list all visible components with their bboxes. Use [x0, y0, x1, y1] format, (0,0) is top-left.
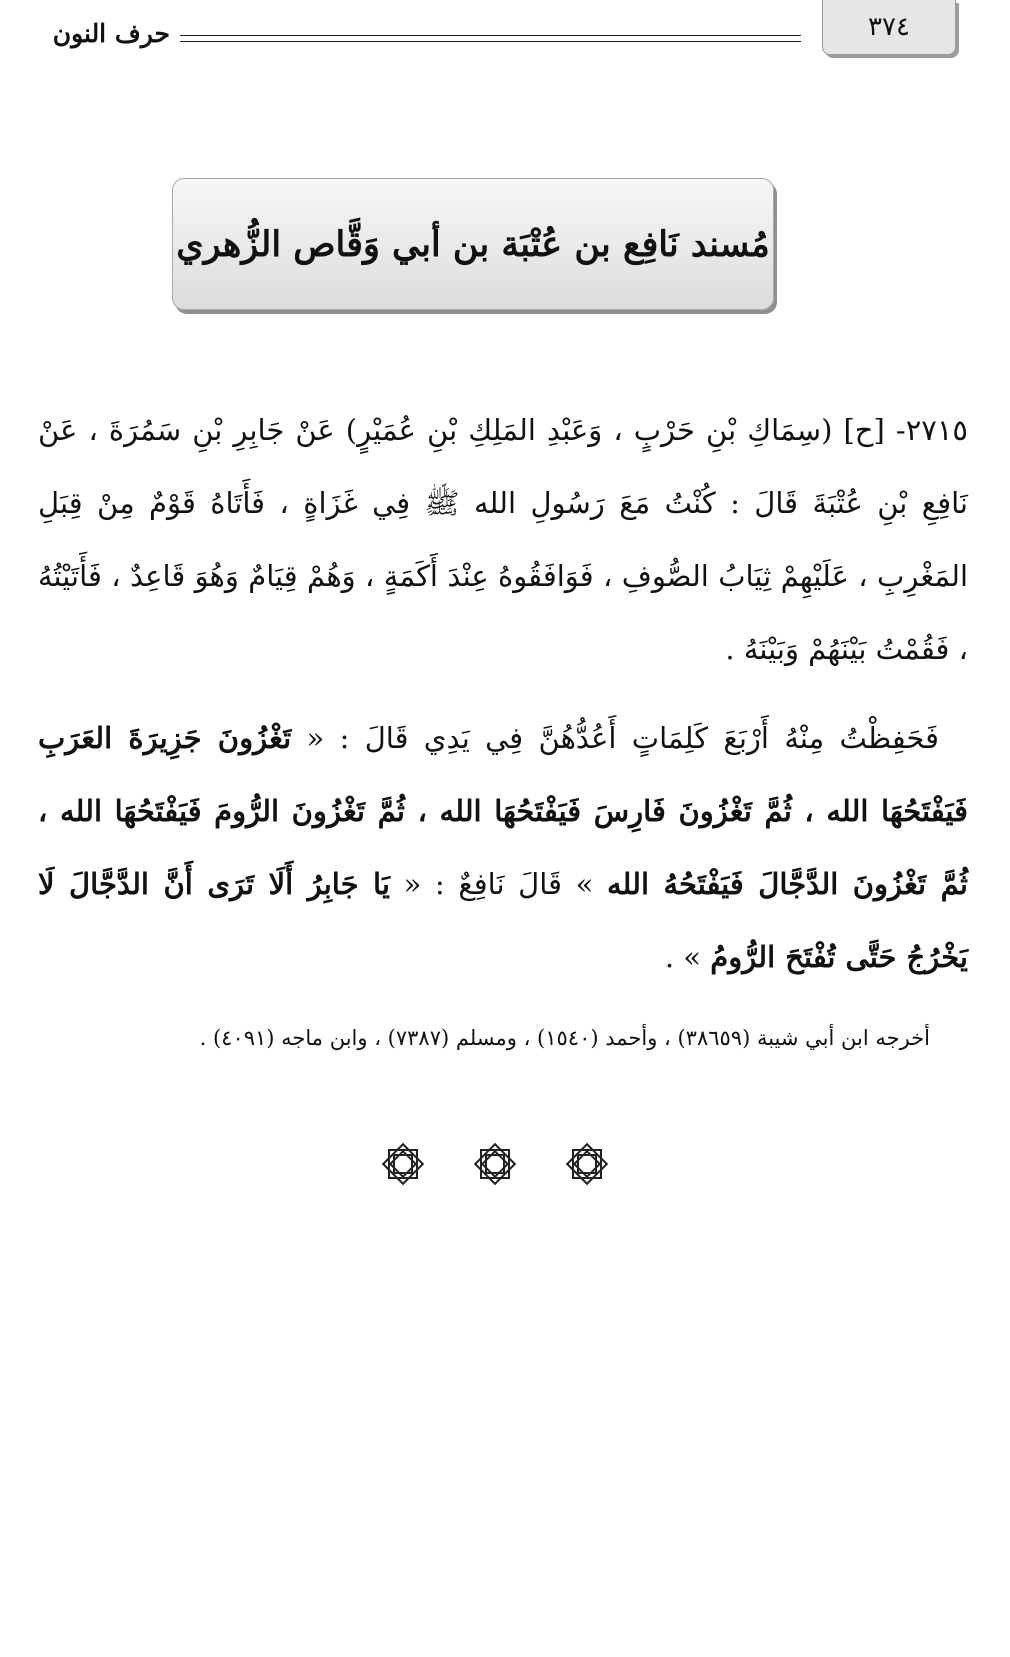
hadith-number: ٢٧١٥- [ح] [843, 413, 968, 447]
takhrij-citation: أخرجه ابن أبي شيبة (٣٨٦٥٩) ، وأحمد (١٥٤٠) ، ومسلم (٧٣٨٧) ، وابن ماجه (٤٠٩١) . [199, 1026, 930, 1050]
page-number-tab [822, 0, 956, 55]
header-double-rule [180, 35, 801, 42]
hadith-isnad-text: (سِمَاكِ بْنِ حَرْبٍ ، وَعَبْدِ المَلِكِ بْنِ عُمَيْرٍ) عَنْ جَابِرِ بْنِ سَمُرَةَ ، عَنْ نَافِعِ بْنِ عُتْبَةَ قَالَ : كُنْتُ مَعَ رَسُولِ الله ﷺ فِي غَزَاةٍ ، فَأَتَاهُ قَوْمٌ مِنْ قِبَلِ المَغْرِبِ ، عَلَيْهِمْ ثِيَابُ الصُّوفِ ، فَوَافَقُوهُ عِنْدَ أَكَمَةٍ ، وَهُمْ قِيَامٌ وَهُوَ قَاعِدٌ ، فَأَتَيْتُهُ ، فَقُمْتُ بَيْنَهُمْ وَبَيْنَهُ . [38, 413, 968, 666]
eight-point-star-icon [564, 1141, 610, 1187]
closing-quote: » . [664, 940, 702, 974]
hadith-paragraph-1 [38, 394, 968, 686]
hadith-intro-text: فَحَفِظْتُ مِنْهُ أَرْبَعَ كَلِمَاتٍ أَعُدُّهُنَّ فِي يَدِي قَالَ : « [306, 721, 940, 755]
narrator-interjection: » قَالَ نَافِعٌ : « [403, 867, 594, 901]
eight-point-star-icon [380, 1141, 426, 1187]
nafi-saying: يَا جَابِرُ أَلَا تَرَى أَنَّ الدَّجَّالَ لَا يَخْرُجُ حَتَّى تُفْتَحَ الرُّومُ [38, 867, 968, 974]
section-end-ornaments [380, 1138, 610, 1190]
chapter-title: حرف النون [52, 19, 170, 48]
page-number: ٣٧٤ [868, 12, 910, 42]
hadith-paragraph-2 [38, 702, 968, 994]
section-title: مُسند نَافِع بن عُتْبَة بن أبي وَقَّاص الزُّهري [176, 223, 770, 265]
eight-point-star-icon [472, 1141, 518, 1187]
section-title-box [172, 178, 774, 310]
prophetic-saying: تَغْزُونَ جَزِيرَةَ العَرَبِ فَيَفْتَحُهَا الله ، ثُمَّ تَغْزُونَ فَارِسَ فَيَفْتَحُهَا الله ، ثُمَّ تَغْزُونَ الرُّومَ فَيَفْتَحُهَا الله ، ثُمَّ تَغْزُونَ الدَّجَّالَ فَيَفْتَحُهُ الله [38, 721, 968, 901]
